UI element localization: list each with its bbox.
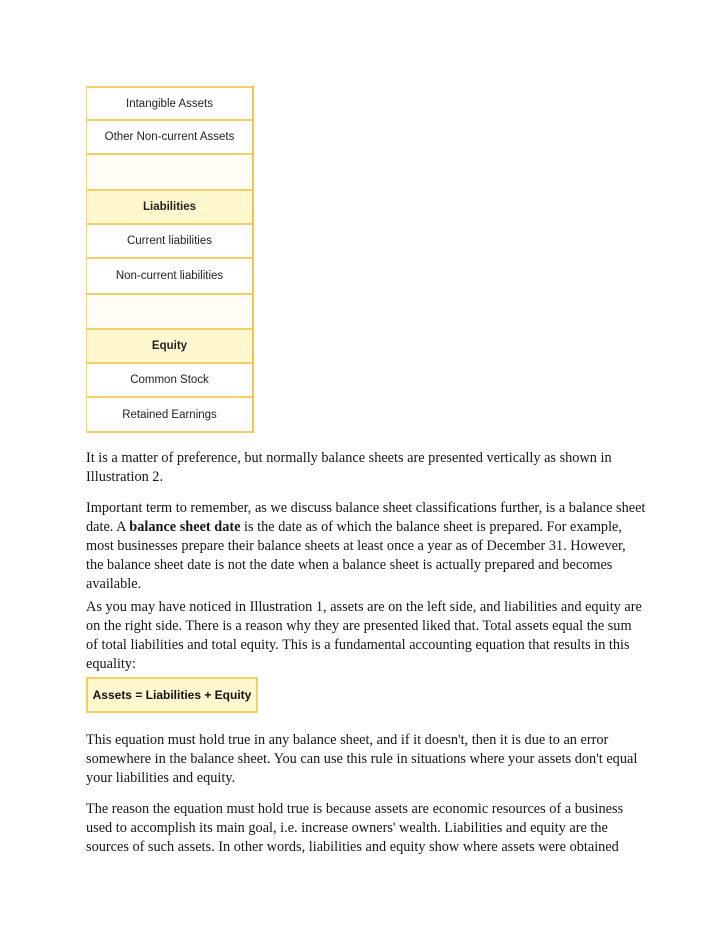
term-balance-sheet-date: balance sheet date <box>129 519 241 535</box>
table-cell-label: Common Stock <box>130 374 209 386</box>
balance-sheet-table <box>86 86 254 433</box>
table-row-other-non-current-assets <box>87 121 252 155</box>
paragraph-balance-sheet-date <box>86 499 646 594</box>
table-row-liabilities-heading <box>87 191 252 225</box>
paragraph-accounting-equation: As you may have noticed in Illustration 1, assets are on the left side, and liabilities and equity are on the right side. There is a reason why they are presented liked that. Total assets equal the sum of total liabilities and total equity. This is a fundamental accounting equation that results in this equality: <box>86 599 642 672</box>
table-row-empty <box>87 295 252 330</box>
equation-box <box>86 677 258 713</box>
table-row-intangible-assets <box>87 86 252 121</box>
paragraph-presentation: It is a matter of preference, but normally balance sheets are presented vertically as shown in Illustration 2. <box>86 450 612 485</box>
equation-text: Assets = Liabilities + Equity <box>92 688 252 702</box>
table-cell-label: Current liabilities <box>126 235 212 247</box>
paragraph-text: is the date as of which the balance sheet is prepared. For example, most businesses prepare their balance sheets at least once a year as of December 31. However, the balance sheet date is not the date when a balance sheet is actually prepared and becomes available. <box>86 519 626 592</box>
table-cell-label: Other Non-current Assets <box>104 131 235 143</box>
table-row-common-stock <box>87 364 252 398</box>
table-cell-label: Intangible Assets <box>126 97 213 110</box>
table-row-non-current-liabilities <box>87 259 252 295</box>
table-cell-label: Retained Earnings <box>122 408 217 421</box>
paragraph-equation-reason: The reason the equation must hold true is because assets are economic resources of a business used to accomplish its main goal, i.e. increase owners' wealth. Liabilities and equity are the sources of such assets. In other words, liabilities and equity show where assets were obtained <box>86 801 624 855</box>
paragraph-text: Important term to remember, as we discuss balance sheet classifications further, is a balance sheet date. A <box>86 500 646 535</box>
table-row-equity-heading <box>87 330 252 364</box>
paragraph-equation-rule: This equation must hold true in any balance sheet, and if it doesn't, then it is due to an error somewhere in the balance sheet. You can use this rule in situations where your assets don't equal your liabilities and equity. <box>86 732 638 786</box>
table-cell-label: Liabilities <box>142 201 197 213</box>
table-cell-label: Non-current liabilities <box>115 270 224 282</box>
table-row-retained-earnings <box>87 398 252 433</box>
table-row-empty <box>87 155 252 191</box>
table-row-current-liabilities <box>87 225 252 259</box>
table-cell-label: Equity <box>151 340 188 352</box>
